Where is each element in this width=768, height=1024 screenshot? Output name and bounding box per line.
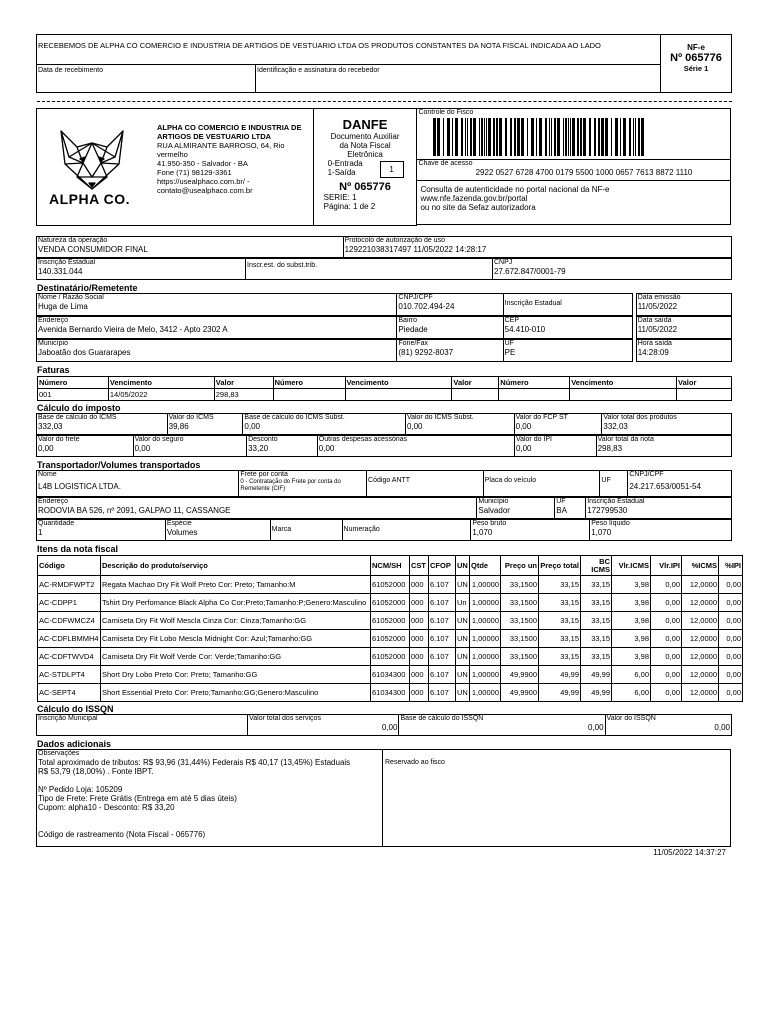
itens-cell: Short Essential Preto Cor: Preto;Tamanho:GG;Genero:Masculino: [101, 684, 371, 702]
itens-cell: 33,15: [581, 630, 612, 648]
dest-uf: PE: [504, 348, 516, 357]
itens-cell: 61034300: [371, 684, 410, 702]
itens-cell: 1,00000: [470, 594, 501, 612]
table-row: [38, 630, 743, 648]
itens-cell: 3,98: [612, 576, 651, 594]
transp-nome: L4B LOGISTICA LTDA.: [38, 482, 121, 491]
itens-cell: Un: [456, 594, 470, 612]
dest-ie-label: Inscrição Estadual: [504, 300, 562, 307]
dest-emissao: 11/05/2022: [637, 302, 678, 311]
canhoto: [37, 35, 732, 94]
itens-cell: Camiseta Dry Fit Lobo Mescla Midnight Cor: Azul;Tamanho:GG: [101, 630, 371, 648]
itens-cell: 0,00: [719, 576, 743, 594]
issqn-bc-label: Base de cálculo do ISSQN: [400, 715, 484, 722]
transportador-section: [37, 471, 732, 542]
itens-cell: 3,98: [612, 594, 651, 612]
itens-cell: 12,0000: [682, 666, 719, 684]
transp-end-label: Endereço: [38, 498, 68, 505]
itens-col-header: CFOP: [429, 556, 456, 576]
itens-cell: 61034300: [371, 666, 410, 684]
dest-emissao-label: Data emissão: [637, 294, 681, 301]
emitente-address: RUA ALMIRANTE BARROSO, 64, Rio vermelho: [157, 141, 285, 159]
dest-cpf-label: CNPJ/CPF: [398, 294, 433, 301]
itens-cell: AC-CDFLBMMH4: [38, 630, 101, 648]
itens-cell: 49,99: [539, 666, 581, 684]
itens-cell: 61052000: [371, 576, 410, 594]
issqn-bc: 0,00: [587, 723, 604, 732]
nfe-label: NF-e: [687, 43, 705, 52]
v-icms-label: Valor do ICMS: [168, 414, 214, 421]
qtd-label: Quantidade: [38, 520, 75, 527]
itens-col-header: Vlr.ICMS: [612, 556, 651, 576]
v-prod-label: Valor total dos produtos: [603, 414, 677, 421]
operacao-section: [37, 237, 732, 281]
saida-label: 1-Saída: [327, 168, 356, 177]
transp-uf-label: UF: [601, 477, 611, 484]
natureza-label: Natureza da operação: [38, 237, 108, 244]
itens-cell: 1,00000: [470, 666, 501, 684]
danfe-sub2: da Nota Fiscal: [339, 141, 391, 150]
itens-cell: 000: [410, 576, 429, 594]
itens-col-header: Vlr.IPI: [651, 556, 682, 576]
itens-cell: AC-SEPT4: [38, 684, 101, 702]
tipo-box: 1: [380, 161, 404, 178]
itens-cell: 0,00: [651, 594, 682, 612]
pliquido-label: Peso líquido: [591, 520, 630, 527]
itens-cell: 61052000: [371, 594, 410, 612]
dest-nome: Huga de Lima: [38, 302, 88, 311]
identificacao-label: Identificação e assinatura do recebedor: [257, 67, 380, 74]
issqn-v: 0,00: [714, 723, 730, 732]
danfe-page: Página: 1 de 2: [323, 202, 376, 211]
ie-label: Inscrição Estadual: [38, 259, 96, 266]
logo-text: ALPHA CO.: [49, 191, 130, 207]
table-row: [38, 684, 743, 702]
bc-icms-label: Base de cálculo do ICMS: [38, 414, 117, 421]
itens-cell: 0,00: [651, 648, 682, 666]
cnpj-value: 27.672.847/0001-79: [494, 267, 566, 276]
itens-cell: 33,15: [539, 594, 581, 612]
itens-cell: 1,00000: [470, 684, 501, 702]
itens-col-header: Descrição do produto/serviço: [101, 556, 371, 576]
desconto-label: Desconto: [248, 436, 278, 443]
itens-cell: AC-CDFTWVD4: [38, 648, 101, 666]
fat-h-valor-1: Valor: [214, 377, 273, 389]
issqn-vs-label: Valor total dos serviços: [249, 715, 321, 722]
dest-mun-label: Município: [38, 340, 68, 347]
total-label: Valor total da nota: [597, 436, 654, 443]
transp-uf2-label: UF: [556, 498, 566, 505]
itens-cell: 12,0000: [682, 684, 719, 702]
transp-frete-label: Frete por conta: [240, 471, 288, 478]
itens-cell: 49,99: [581, 684, 612, 702]
transp-cnpj-label: CNPJ/CPF: [629, 471, 664, 478]
chave-value: 2922 0527 6728 4700 0179 5500 1000 0657 7613 8872 1110: [475, 168, 693, 177]
itens-cell: 12,0000: [682, 594, 719, 612]
itens-cell: Short Dry Lobo Preto Cor: Preto; Tamanho:GG: [101, 666, 371, 684]
table-row: [38, 576, 743, 594]
frete-label: Valor do frete: [38, 436, 80, 443]
entrada-label: 0-Entrada: [327, 159, 363, 168]
itens-cell: 6.107: [429, 612, 456, 630]
itens-cell: UN: [456, 612, 470, 630]
adicionais-title: Dados adicionais: [37, 739, 112, 749]
danfe-number: Nº 065776: [339, 181, 391, 193]
bc-icms: 332,03: [38, 422, 63, 431]
itens-col-header: CST: [410, 556, 429, 576]
pliquido: 1,070: [591, 528, 612, 537]
fcp: 0,00: [515, 422, 532, 431]
itens-cell: 0,00: [651, 612, 682, 630]
obs-line1: Total aproximado de tributos: R$ 93,96 (31,44%) Federais R$ 40,17 (13,45%) Estaduais: [38, 758, 351, 767]
itens-cell: 33,15: [581, 594, 612, 612]
itens-cell: UN: [456, 576, 470, 594]
itens-cell: 33,15: [539, 648, 581, 666]
issqn-title: Cálculo do ISSQN: [37, 704, 114, 714]
transportador-title: Transportador/Volumes transportados: [37, 460, 201, 470]
transp-ie-label: Inscrição Estadual: [587, 498, 645, 505]
seguro-label: Valor do seguro: [134, 436, 184, 443]
danfe-serie: SERIE: 1: [323, 193, 357, 202]
itens-cell: 1,00000: [470, 648, 501, 666]
nfe-number: Nº 065776: [670, 52, 722, 64]
itens-cell: 000: [410, 684, 429, 702]
itens-cell: AC-RMDFWPT2: [38, 576, 101, 594]
transp-frete: 0 - Contratação do Frete por conta do Remetente (CIF): [240, 479, 341, 492]
itens-cell: UN: [456, 666, 470, 684]
itens-cell: 33,15: [539, 630, 581, 648]
nfe-serie: Série 1: [683, 64, 709, 73]
cnpj-label: CNPJ: [494, 259, 513, 266]
natureza-value: VENDA CONSUMIDOR FINAL: [38, 245, 148, 254]
itens-cell: 6.107: [429, 684, 456, 702]
table-row: [38, 648, 743, 666]
itens-cell: 1,00000: [470, 576, 501, 594]
antt-label: Código ANTT: [368, 477, 411, 484]
obs-line2: R$ 53,79 (18,00%) . Fonte IBPT.: [38, 767, 154, 776]
fcp-label: Valor do FCP ST: [515, 414, 568, 421]
itens-cell: 61052000: [371, 648, 410, 666]
danfe-sub1: Documento Auxiliar: [330, 132, 400, 141]
dest-nome-label: Nome / Razão Social: [38, 294, 104, 301]
itens-cell: 0,00: [719, 666, 743, 684]
ie-value: 140.331.044: [38, 267, 83, 276]
dest-cep-label: CEP: [504, 317, 520, 324]
itens-cell: 3,98: [612, 612, 651, 630]
danfe-document: [37, 35, 741, 858]
destinatario-section: [37, 294, 732, 363]
obs-line6: Código de rastreamento (Nota Fiscal - 065776): [38, 830, 206, 839]
itens-cell: 6,00: [612, 666, 651, 684]
transp-cnpj: 24.217.653/0051-54: [629, 482, 701, 491]
itens-cell: 33,1500: [501, 630, 539, 648]
itens-cell: 6.107: [429, 666, 456, 684]
itens-cell: 3,98: [612, 630, 651, 648]
transp-endereco: RODOVIA BA 526, nº 2091, GALPAO 11, CASSANGE: [38, 506, 231, 515]
dest-saida: 11/05/2022: [637, 325, 678, 334]
issqn-section: [37, 715, 732, 737]
itens-cell: 33,15: [539, 576, 581, 594]
protocolo-value: 129221038317497 11/05/2022 14:28:17: [344, 245, 487, 254]
pbruto: 1,070: [472, 528, 493, 537]
cut-line: [37, 101, 732, 102]
issqn-im-label: Inscrição Municipal: [38, 715, 98, 722]
desconto: 33,20: [248, 444, 269, 453]
marca-label: Marca: [271, 526, 292, 533]
itens-cell: 33,15: [581, 648, 612, 666]
itens-cell: 000: [410, 594, 429, 612]
fat-valor: 298,83: [214, 389, 273, 401]
itens-cell: 49,9900: [501, 684, 539, 702]
danfe-title: DANFE: [342, 117, 388, 132]
itens-cell: Tshirt Dry Perfomance Black Alpha Co Cor:Preto;Tamanho:P;Genero:Masculino: [101, 594, 371, 612]
itens-cell: Camiseta Dry Fit Wolf Mescla Cinza Cor: Cinza;Tamanho:GG: [101, 612, 371, 630]
dest-uf-label: UF: [504, 340, 514, 347]
adicionais-section: [37, 750, 732, 848]
emitente-email: contato@usealphaco.com.br: [157, 186, 253, 195]
itens-cell: 49,9900: [501, 666, 539, 684]
itens-cell: 33,15: [581, 612, 612, 630]
qtd: 1: [38, 528, 43, 537]
itens-col-header: UN: [456, 556, 470, 576]
itens-cell: AC-CDPP1: [38, 594, 101, 612]
obs-line5: Cupom: alpha10 - Desconto: R$ 33,20: [38, 803, 175, 812]
transp-uf2: BA: [556, 506, 567, 515]
danfe-box: [313, 108, 418, 226]
frete: 0,00: [38, 444, 54, 453]
dest-end-label: Endereço: [38, 317, 68, 324]
itens-cell: UN: [456, 684, 470, 702]
controle-fisco-label: Controle do Fisco: [418, 109, 474, 116]
itens-cell: Camiseta Dry Fit Wolf Verde Cor: Verde;Tamanho:GG: [101, 648, 371, 666]
dest-municipio: Jaboatão dos Guararapes: [38, 348, 131, 357]
itens-cell: 0,00: [651, 666, 682, 684]
dest-hora: 14:28:09: [637, 348, 669, 357]
barcode: [433, 118, 721, 156]
itens-cell: AC-CDFWMCZ4: [38, 612, 101, 630]
print-timestamp: 11/05/2022 14:37:27: [653, 848, 726, 857]
itens-cell: 6,00: [612, 684, 651, 702]
itens-col-header: Código: [38, 556, 101, 576]
fat-h-vencimento-3: Vencimento: [570, 377, 677, 389]
fat-vencimento: 14/05/2022: [108, 389, 214, 401]
dest-bairro-label: Bairro: [398, 317, 418, 324]
fat-h-numero-2: Número: [273, 377, 345, 389]
itens-cell: 000: [410, 666, 429, 684]
itens-cell: UN: [456, 630, 470, 648]
itens-cell: 0,00: [719, 594, 743, 612]
transp-mun-label: Município: [478, 498, 509, 505]
faturas-table: [37, 376, 732, 401]
dest-hora-label: Hora saída: [637, 340, 672, 347]
fat-h-vencimento-2: Vencimento: [345, 377, 452, 389]
emitente-phone: Fone (71) 98129-3361: [157, 168, 232, 177]
itens-cell: 33,1500: [501, 576, 539, 594]
itens-col-header: Qtde: [470, 556, 501, 576]
itens-cell: 0,00: [719, 648, 743, 666]
pbruto-label: Peso bruto: [472, 520, 507, 527]
fat-h-numero-1: Número: [38, 377, 109, 389]
transp-ie: 172799530: [587, 506, 628, 515]
itens-cell: 1,00000: [470, 630, 501, 648]
transp-nome-label: Nome: [38, 471, 57, 478]
faturas-title: Faturas: [37, 365, 70, 375]
itens-cell: 33,15: [539, 612, 581, 630]
v-st: 0,00: [406, 422, 423, 431]
itens-cell: 1,00000: [470, 612, 501, 630]
transp-municipio: Salvador: [478, 506, 510, 515]
seguro: 0,00: [134, 444, 151, 453]
itens-cell: 33,1500: [501, 612, 539, 630]
itens-header-row: [38, 556, 743, 576]
itens-cell: 33,15: [581, 576, 612, 594]
itens-cell: 3,98: [612, 648, 651, 666]
especie: Volumes: [166, 528, 198, 537]
dest-saida-label: Data saída: [637, 317, 672, 324]
itens-col-header: %IPI: [719, 556, 743, 576]
ipi: 0,00: [515, 444, 532, 453]
itens-cell: 0,00: [719, 612, 743, 630]
itens-cell: 6.107: [429, 630, 456, 648]
itens-cell: Regata Machao Dry Fit Wolf Preto Cor: Preto; Tamanho:M: [101, 576, 371, 594]
itens-col-header: Preço total: [539, 556, 581, 576]
itens-cell: UN: [456, 648, 470, 666]
itens-cell: 33,1500: [501, 594, 539, 612]
fat-h-numero-3: Número: [499, 377, 570, 389]
emitente-box: [36, 108, 314, 226]
obs-label: Observações: [38, 750, 80, 757]
protocolo-label: Protocolo de autorização de uso: [344, 237, 445, 244]
itens-title: Itens da nota fiscal: [37, 544, 119, 554]
obs-line4: Tipo de Frete: Frete Grátis (Entrega em até 5 dias úteis): [38, 794, 237, 803]
itens-table: [37, 555, 743, 702]
bc-st: 0,00: [244, 422, 260, 431]
itens-cell: 0,00: [719, 684, 743, 702]
itens-cell: 49,99: [539, 684, 581, 702]
itens-col-header: BC ICMS: [581, 556, 612, 576]
itens-cell: 000: [410, 630, 429, 648]
iest-label: Inscr.est. do subst.trib.: [247, 262, 318, 269]
especie-label: Espécie: [166, 520, 192, 527]
placa-label: Placa do veículo: [484, 477, 537, 484]
total: 298,83: [597, 444, 623, 453]
imposto-title: Cálculo do imposto: [37, 403, 121, 413]
itens-cell: 61052000: [371, 630, 410, 648]
itens-cell: 000: [410, 648, 429, 666]
canhoto-nfe-box: [660, 34, 732, 93]
barcode-bar: [644, 118, 647, 156]
itens-cell: 6.107: [429, 648, 456, 666]
itens-cell: 6.107: [429, 576, 456, 594]
itens-cell: 12,0000: [682, 576, 719, 594]
table-row: [38, 612, 743, 630]
data-recebimento-label: Data de recebimento: [38, 67, 103, 74]
itens-cell: 49,99: [581, 666, 612, 684]
consulta-line2: www.nfe.fazenda.gov.br/portal: [420, 194, 528, 203]
emitente-site: https://usealphaco.com.br/ -: [157, 177, 250, 186]
destinatario-title: Destinatário/Remetente: [37, 283, 138, 293]
itens-cell: 61052000: [371, 612, 410, 630]
itens-cell: 0,00: [651, 630, 682, 648]
emitente-name: ALPHA CO COMERCIO E INDUSTRIA DE ARTIGOS DE VESTUARIO LTDA: [157, 123, 302, 141]
imposto-section: [37, 414, 732, 458]
reservado-label: Reservado ao fisco: [385, 759, 445, 766]
itens-cell: 12,0000: [682, 612, 719, 630]
table-row: [38, 666, 743, 684]
itens-cell: 000: [410, 612, 429, 630]
ipi-label: Valor do IPI: [515, 436, 552, 443]
controle-box: [417, 109, 732, 227]
fat-h-valor-2: Valor: [452, 377, 499, 389]
fat-h-vencimento-1: Vencimento: [108, 377, 214, 389]
issqn-v-label: Valor do ISSQN: [606, 715, 656, 722]
itens-col-header: %ICMS: [682, 556, 719, 576]
fat-h-valor-3: Valor: [677, 377, 732, 389]
itens-cell: 12,0000: [682, 630, 719, 648]
consulta-line3: ou no site da Sefaz autorizadora: [420, 203, 536, 212]
itens-cell: 6.107: [429, 594, 456, 612]
itens-cell: 0,00: [651, 576, 682, 594]
wolf-logo-icon: [47, 119, 137, 199]
outras-label: Outras despesas acessórias: [318, 436, 408, 443]
v-st-label: Valor do ICMS Subst.: [406, 414, 474, 421]
dest-cpf: 010.702.494-24: [398, 302, 455, 311]
canhoto-text: RECEBEMOS DE ALPHA CO COMERCIO E INDUSTRIA DE ARTIGOS DE VESTUARIO LTDA OS PRODUTOS CONSTANTES DA NOTA FISCAL INDICADA AO LADO: [38, 41, 601, 50]
consulta-line1: Consulta de autenticidade no portal nacional da NF-e: [420, 185, 610, 194]
v-icms: 39,86: [168, 422, 189, 431]
dest-fone-label: Fone/Fax: [398, 340, 428, 347]
itens-cell: 33,1500: [501, 648, 539, 666]
chave-label: Chave de acesso: [418, 160, 473, 167]
itens-cell: AC-STDLPT4: [38, 666, 101, 684]
bc-st-label: Base de cálculo do ICMS Subst.: [244, 414, 345, 421]
issqn-vs: 0,00: [381, 723, 398, 732]
v-prod: 332,03: [603, 422, 628, 431]
obs-line3: Nº Pedido Loja: 105209: [38, 785, 123, 794]
numeracao-label: Numeração: [343, 526, 380, 533]
itens-cell: 0,00: [719, 630, 743, 648]
dest-bairro: Piedade: [398, 325, 428, 334]
outras: 0,00: [318, 444, 335, 453]
dest-fone: (81) 9292-8037: [398, 348, 454, 357]
itens-cell: 0,00: [651, 684, 682, 702]
itens-cell: 12,0000: [682, 648, 719, 666]
danfe-sub3: Eletrônica: [347, 150, 383, 159]
itens-col-header: NCM/SH: [371, 556, 410, 576]
fat-numero: 001: [38, 389, 109, 401]
emitente-city: 41.950-350 - Salvador - BA: [157, 159, 248, 168]
dest-endereco: Avenida Bernardo Vieira de Melo, 3412 - Apto 2302 A: [38, 325, 228, 334]
table-row: [38, 594, 743, 612]
itens-col-header: Preço un: [501, 556, 539, 576]
dest-cep: 54.410-010: [504, 325, 546, 334]
